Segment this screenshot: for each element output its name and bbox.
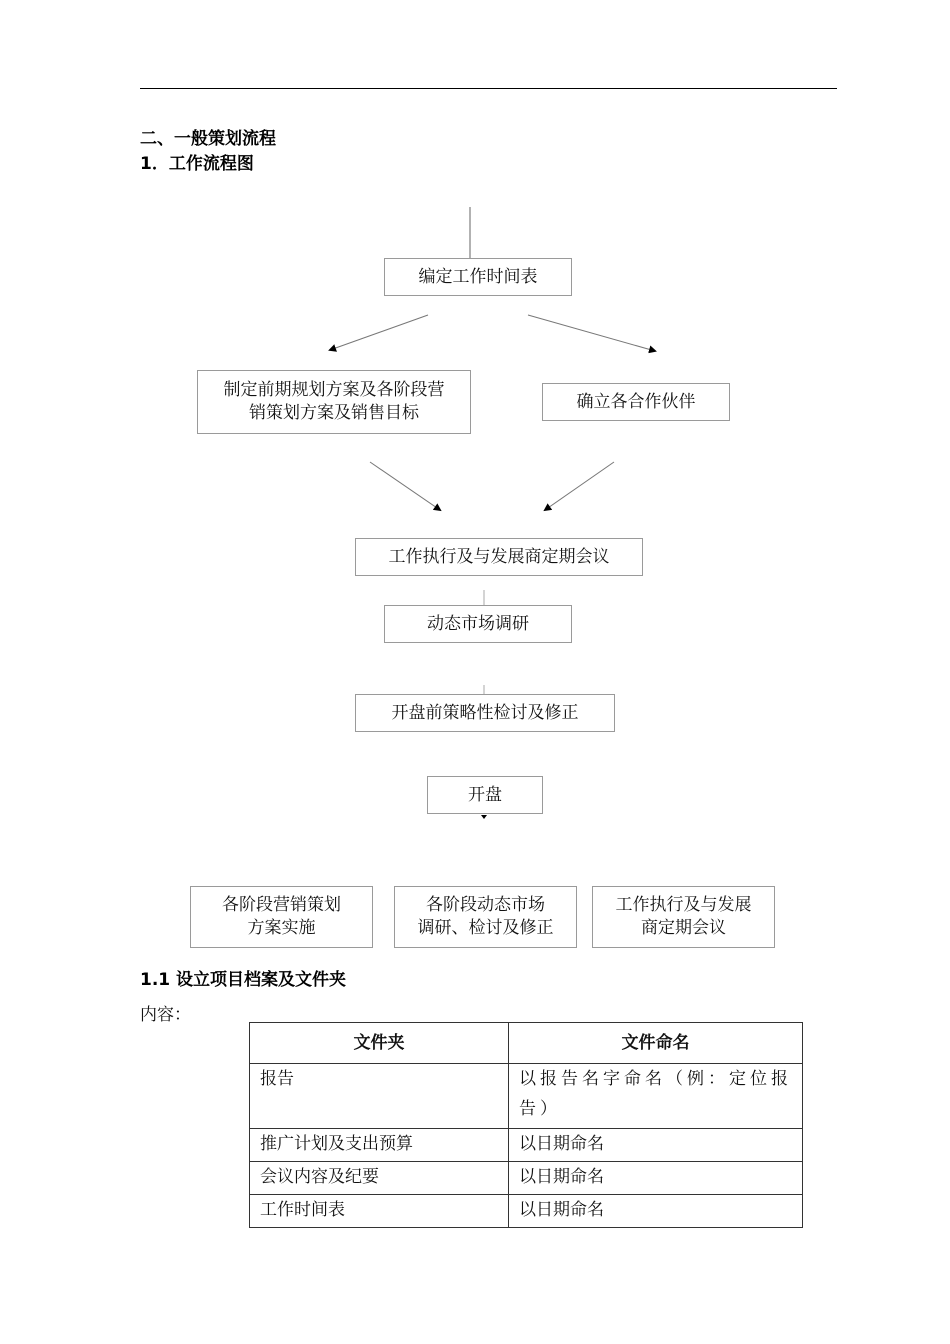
- flow-box-planning-line2: 销策划方案及销售目标: [249, 403, 419, 423]
- flow-box-partners-label: 确立各合作伙伴: [576, 391, 696, 412]
- flow-box-dynamic-research-line1: 各阶段动态市场: [426, 895, 545, 915]
- header-file-naming: 文件命名: [509, 1023, 803, 1064]
- table-row: [250, 1162, 803, 1195]
- table-cell-folder: 推广计划及支出预算: [250, 1129, 509, 1162]
- flow-box-implementation-line2: 方案实施: [247, 918, 316, 938]
- table-header-row: [250, 1023, 803, 1064]
- table-row: [250, 1129, 803, 1162]
- flow-box-review-label: 开盘前策略性检讨及修正: [391, 702, 579, 723]
- arrow-to-plan: [330, 315, 428, 350]
- flow-box-dynamic-research-line2: 调研、检讨及修正: [417, 918, 554, 938]
- flow-box-planning: [197, 370, 471, 434]
- header-folder: 文件夹: [250, 1023, 509, 1064]
- flow-box-implementation-line1: 各阶段营销策划: [222, 895, 341, 915]
- content-label: 内容：: [140, 1005, 191, 1025]
- table-cell-naming: 以日期命名: [509, 1195, 803, 1228]
- flow-box-partners: [542, 383, 730, 421]
- arrow-from-plan: [370, 462, 440, 510]
- arrow-to-partners: [528, 315, 655, 351]
- arrow-from-partners: [545, 462, 614, 510]
- flow-box-opening: [427, 776, 543, 814]
- flow-box-schedule: [384, 258, 572, 296]
- section-title: 二、一般策划流程: [140, 129, 276, 149]
- table-cell-folder: 会议内容及纪要: [250, 1162, 509, 1195]
- flow-box-execution: [355, 538, 643, 576]
- flow-box-market-research-label: 动态市场调研: [427, 613, 529, 634]
- flow-box-review: [355, 694, 615, 732]
- flow-box-implementation: [190, 886, 373, 948]
- table-cell-naming: 以日期命名: [509, 1162, 803, 1195]
- arrow-after-opening: [481, 815, 487, 819]
- flow-box-market-research: [384, 605, 572, 643]
- subsection-title: 1．工作流程图: [140, 154, 254, 174]
- subsection-1-1-title: 1.1 设立项目档案及文件夹: [140, 970, 347, 990]
- table-cell-folder: 报告: [250, 1064, 509, 1129]
- flow-box-opening-label: 开盘: [468, 784, 502, 805]
- table-cell-naming: 以日期命名: [509, 1129, 803, 1162]
- flow-box-dynamic-research: [394, 886, 577, 948]
- file-naming-table: [249, 1022, 803, 1228]
- flow-box-schedule-label: 编定工作时间表: [418, 266, 538, 287]
- table-row: [250, 1064, 803, 1129]
- flow-box-developer-meetings-line2: 商定期会议: [641, 918, 726, 938]
- flow-box-planning-line1: 制定前期规划方案及各阶段营: [223, 380, 445, 400]
- flow-box-developer-meetings-line1: 工作执行及与发展: [615, 895, 752, 915]
- flow-box-execution-label: 工作执行及与发展商定期会议: [388, 546, 610, 567]
- table-cell-folder: 工作时间表: [250, 1195, 509, 1228]
- table-row: [250, 1195, 803, 1228]
- flow-box-developer-meetings: [592, 886, 775, 948]
- table-cell-naming: 以报告名字命名（例：定位报告）: [509, 1064, 803, 1129]
